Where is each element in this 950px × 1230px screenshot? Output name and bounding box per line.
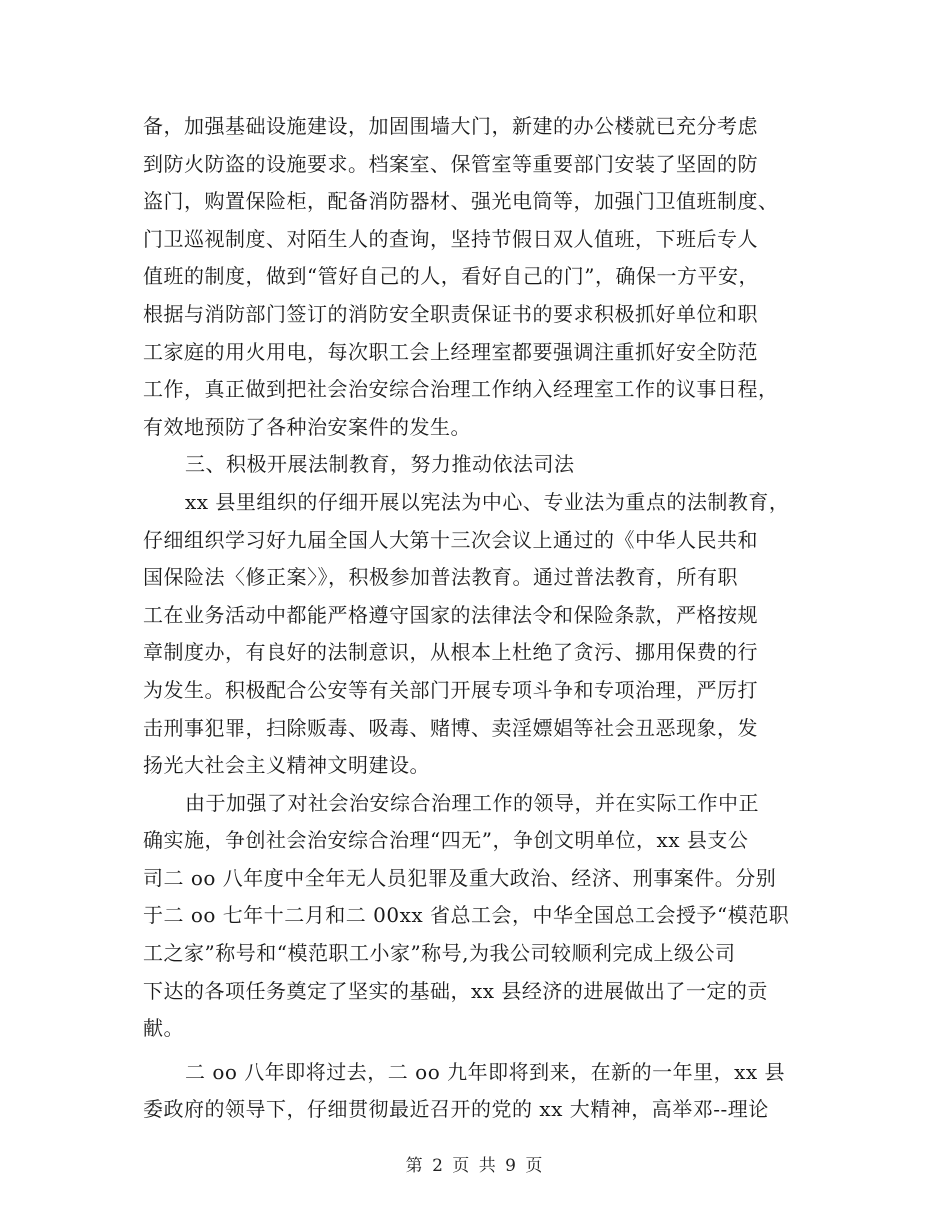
text-line: 根据与消防部门签订的消防安全职责保证书的要求积极抓好单位和职 (143, 301, 758, 326)
text-line: 到防火防盗的设施要求。档案室、保管室等重要部门安装了坚固的防 (143, 151, 758, 176)
text-line: 工在业务活动中都能严格遵守国家的法律法令和保险条款，严格按规 (143, 602, 758, 627)
text-line: 委政府的领导下，仔细贯彻最近召开的党的 xx 大精神，高举邓--理论 (143, 1097, 769, 1122)
text-line: 值班的制度，做到“管好自己的人，看好自己的门”，确保一方平安， (143, 264, 759, 289)
text-line: 击刑事犯罪，扫除贩毒、吸毒、赌博、卖淫嫖娼等社会丑恶现象，发 (143, 715, 758, 740)
text-line: 工家庭的用火用电，每次职工会上经理室都要强调注重抓好安全防范 (143, 339, 758, 364)
text-line: 国保险法〈修正案〉》，积极参加普法教育。通过普法教育，所有职 (143, 565, 738, 590)
page-footer: 第 2 页 共 9 页 (405, 1156, 545, 1176)
text-line: 有效地预防了各种治安案件的发生。 (143, 414, 471, 439)
text-line: 献。 (143, 1016, 184, 1041)
text-line: 为发生。积极配合公安等有关部门开展专项斗争和专项治理，严厉打 (143, 677, 758, 702)
text-line: 仔细组织学习好九届全国人大第十三次会议上通过的《中华人民共和 (143, 527, 758, 552)
text-line: 工作，真正做到把社会治安综合治理工作纳入经理室工作的议事日程， (143, 377, 779, 402)
text-line: 备，加强基础设施建设，加固围墙大门，新建的办公楼就已充分考虑 (143, 114, 758, 138)
text-line: 由于加强了对社会治安综合治理工作的领导，并在实际工作中正 (185, 790, 759, 815)
text-line: 盗门，购置保险柜，配备消防器材、强光电筒等，加强门卫值班制度、 (143, 189, 779, 214)
text-line: 扬光大社会主义精神文明建设。 (143, 753, 430, 778)
text-line: xx 县里组织的仔细开展以宪法为中心、专业法为重点的法制教育， (185, 489, 790, 514)
text-line: 二 oo 八年即将过去，二 oo 九年即将到来，在新的一年里，xx 县 (185, 1059, 786, 1084)
text-line: 门卫巡视制度、对陌生人的查询，坚持节假日双人值班，下班后专人 (143, 226, 758, 251)
text-line: 工之家”称号和“模范职工小家”称号,为我公司较顺利完成上级公司 (143, 941, 736, 966)
body-text (143, 108, 815, 1129)
text-line: 确实施，争创社会治安综合治理“四无”，争创文明单位，xx 县支公 (143, 828, 749, 853)
text-line: 司二 oo 八年度中全年无人员犯罪及重大政治、经济、刑事案件。分别 (143, 865, 777, 890)
section-heading: 三、积极开展法制教育，努力推动依法司法 (185, 452, 575, 477)
text-line: 下达的各项任务奠定了坚实的基础，xx 县经济的进展做出了一定的贡 (143, 978, 768, 1003)
text-line: 于二 oo 七年十二月和二 00xx 省总工会，中华全国总工会授予“模范职 (143, 903, 790, 928)
text-line: 章制度办，有良好的法制意识，从根本上杜绝了贪污、挪用保费的行 (143, 640, 758, 665)
